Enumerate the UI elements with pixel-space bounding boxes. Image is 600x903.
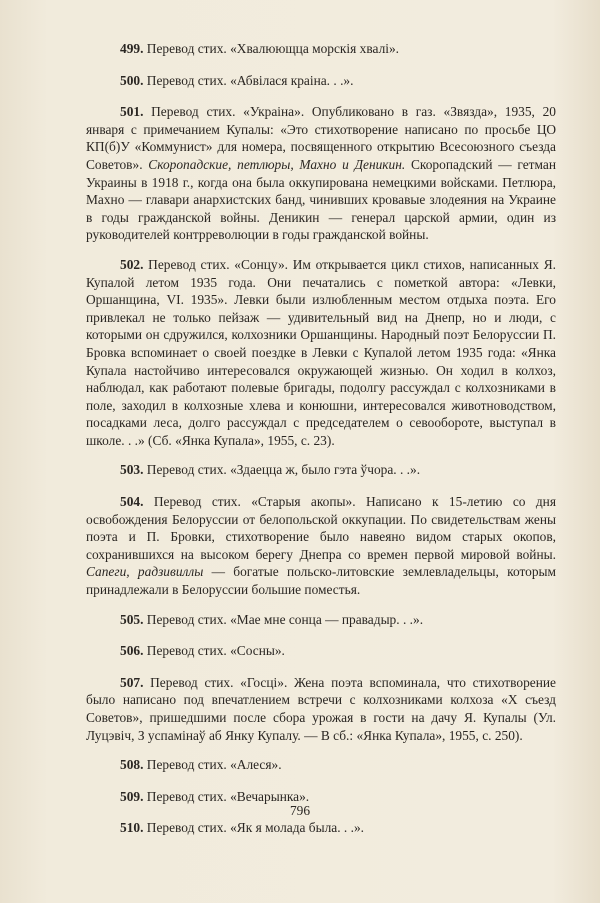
note-number: 501. bbox=[120, 104, 144, 120]
note-entry bbox=[86, 103, 556, 244]
note-entry bbox=[86, 819, 556, 837]
note-text: Скоропадский — гетман Украины в 1918 г., когда она была оккупирована немецкими войсками. Петлюра, Махно — главари анархистских банд, чинивших кровавые злодеяния на Украине в годы гражданской войны. Деникин — генерал царской армии, один из руководителей контрреволюции в годы гражданской войны. bbox=[86, 156, 556, 243]
note-text-italic: Сапеги, радзивиллы bbox=[86, 564, 204, 580]
note-number: 509. bbox=[120, 788, 144, 804]
note-text: Перевод стих. «Здаецца ж, было гэта ўчора. . .». bbox=[143, 462, 421, 478]
note-text: Перевод стих. «Як я молада была. . .». bbox=[143, 820, 365, 836]
note-text: Перевод стих. «Сонцу». Им открывается цикл стихов, написанных Я. Купалой летом 1935 года. Они печатались с пометкой автора: «Левки, Оршанщина, VI. 1935». Левки были излюбленным местом отдыха поэта. Его привлекал не только пейзаж — удивительный вид на Днепр, но и люди, с которыми он сдружился, колхозники Оршанщины. Народный поэт Белоруссии П. Бровка вспоминает о своей поездке в Левки с Купалой летом 1935 года: «Янка Купала настойчиво интересовался окружающей жизнью. Он ходил в колхоз, наблюдал, как работают полевые бригады, подолгу рассуждал с колхозниками в поле, заходил в колхозные хлева и конюшни, интересовался животноводством, посадками леса, долго рассуждал с председателем о севообороте, выступал в школе. . .» (Сб. «Янка Купала», 1955, с. 23). bbox=[86, 256, 556, 448]
note-number: 506. bbox=[120, 643, 144, 659]
note-text: — богатые польско-литовские землевладельцы, которым принадлежали в Белоруссии большие поместья. bbox=[86, 564, 556, 598]
note-entry bbox=[86, 40, 556, 58]
note-text: Перевод стих. «Абвілася краіна. . .». bbox=[143, 72, 354, 88]
note-entry bbox=[86, 256, 556, 450]
note-number: 502. bbox=[120, 256, 144, 272]
note-entry bbox=[86, 756, 556, 774]
note-number: 508. bbox=[120, 757, 144, 773]
note-entry bbox=[86, 642, 556, 660]
note-number: 504. bbox=[120, 494, 144, 510]
note-text: Перевод стих. «Мае мне сонца — правадыр. . .». bbox=[143, 611, 424, 627]
note-text: Перевод стих. «Украіна». Опубликовано в газ. «Звязда», 1935, 20 января с примечанием Купалы: «Это стихотворение написано по просьбе ЦО КП(б)У «Коммунист» для номера, посвященного открытию Всесоюзного съезда Советов». bbox=[86, 104, 556, 172]
note-number: 507. bbox=[120, 674, 144, 690]
note-entry bbox=[86, 674, 556, 744]
note-number: 503. bbox=[120, 462, 144, 478]
note-entry bbox=[86, 72, 556, 90]
note-entry bbox=[86, 611, 556, 629]
commentary-text bbox=[86, 40, 556, 851]
note-text: Перевод стих. «Госці». Жена поэта вспоминала, что стихотворение было написано под впечатлением встречи с колхозниками колхоза «X съезд Советов», пришедшими после сбора урожая в гости на дачу Я. Купалы (Ул. Луцэвіч, З успамінаў аб Янку Купалу. — В сб.: «Янка Купала», 1955, с. 250). bbox=[86, 674, 556, 743]
page-number: 796 bbox=[289, 803, 311, 818]
note-number: 510. bbox=[120, 820, 144, 836]
note-text: Перевод стих. «Хвалюющца морскія хвалі». bbox=[143, 41, 400, 56]
note-number: 505. bbox=[120, 611, 144, 627]
note-entry bbox=[86, 461, 556, 479]
note-text: Перевод стих. «Алеся». bbox=[143, 757, 282, 773]
note-number: 499. bbox=[120, 41, 144, 56]
note-text: Перевод стих. «Старыя акопы». Написано к 15-летию со дня освобождения Белоруссии от белопольской оккупации. По свидетельствам жены поэта и П. Бровки, стихотворение было навеяно видом старых окопов, сохранившихся на высоком берегу Днепра со времен первой мировой войны. bbox=[86, 494, 556, 562]
note-text: Перевод стих. «Сосны». bbox=[143, 643, 285, 659]
note-entry bbox=[86, 493, 556, 599]
note-number: 500. bbox=[120, 72, 144, 88]
note-text: Перевод стих. «Вечарынка». bbox=[143, 788, 310, 804]
note-text-italic: Скоропадские, петлюры, Махно и Деникин. bbox=[148, 156, 406, 172]
